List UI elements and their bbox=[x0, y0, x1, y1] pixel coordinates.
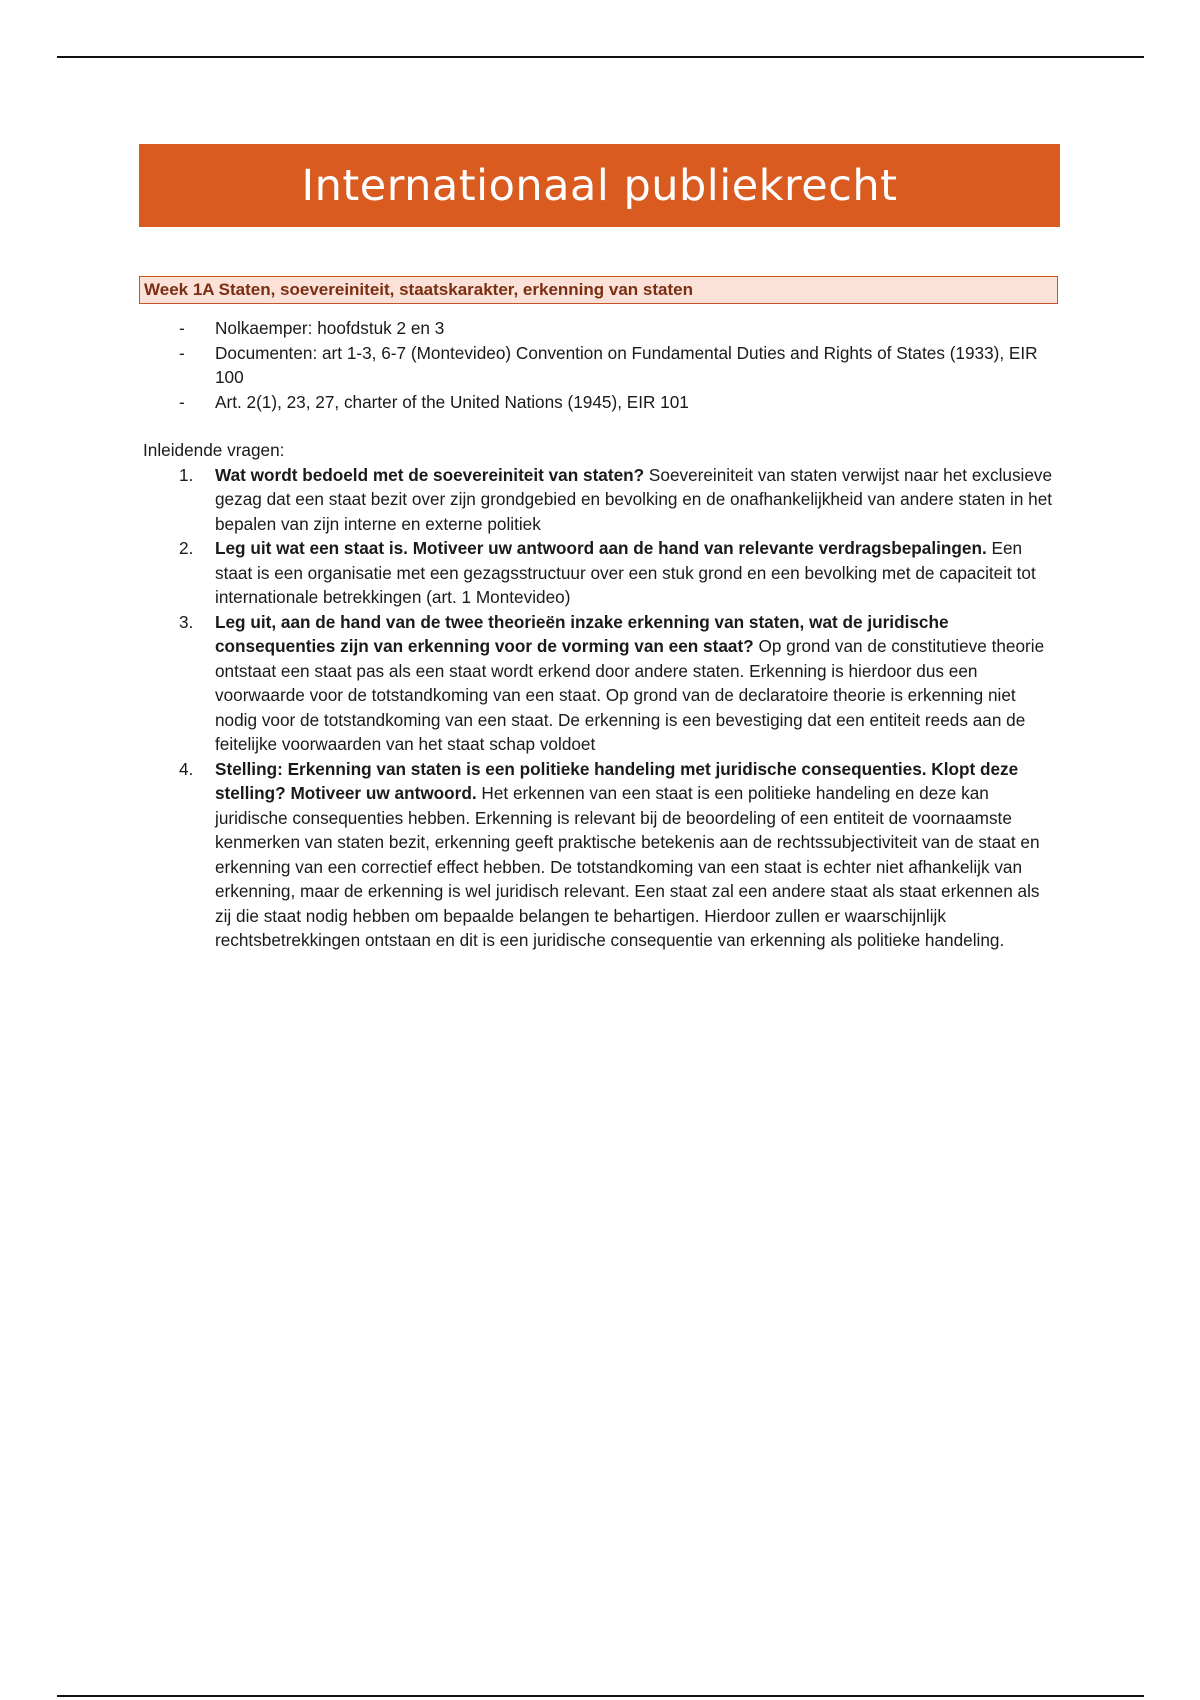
question-item bbox=[139, 463, 1059, 537]
question-text: Leg uit, aan de hand van de twee theorieën inzake erkenning van staten, wat de juridische consequenties zijn van erkenning voor de vorming van een staat? bbox=[215, 611, 949, 656]
reference-item: - Nolkaemper: hoofdstuk 2 en 3 bbox=[139, 316, 1059, 341]
section-heading: Week 1A Staten, soevereiniteit, staatskarakter, erkenning van staten bbox=[139, 276, 1058, 304]
answer-text: Op grond van de constitutieve theorie ontstaat een staat pas als een staat wordt erkend door andere staten. Erkenning is hierdoor dus een voorwaarde voor de totstandkoming van een staat. Op grond van de declaratoire theorie is erkenning niet nodig voor de totstandkoming van een staat. De erkenning is een bevestiging dat een entiteit reeds aan de feitelijke voorwaarden van het staat schap voldoet bbox=[215, 636, 1045, 754]
answer-text: Het erkennen van een staat is een politieke handeling en deze kan juridische consequenties hebben. Erkenning is relevant bij de beoordeling of een entiteit de voornaamste kenmerken van staten bezit, erkenning geeft praktische betekenis aan de rechtssubjectiviteit van de staat en erkenning van een correctief effect hebben. De totstandkoming van een staat is echter niet afhankelijk van erkenning, maar de erkenning is wel juridisch relevant. Een staat zal een andere staat als staat erkennen als zij die staat nodig hebben om bepaalde belangen te behartigen. Hierdoor zullen er waarschijnlijk rechtsbetrekkingen ontstaan en dit is een juridische consequentie van erkenning als politieke handeling. bbox=[215, 783, 1040, 950]
question-text: Wat wordt bedoeld met de soevereiniteit van staten? bbox=[215, 464, 645, 485]
question-list bbox=[139, 463, 1059, 953]
answer-text: Een staat is een organisatie met een gezagsstructuur over een stuk grond en een bevolking met de capaciteit tot internationale betrekkingen (art. 1 Montevideo) bbox=[215, 538, 1036, 607]
bottom-rule bbox=[57, 1695, 1144, 1697]
question-item bbox=[139, 757, 1059, 953]
question-item bbox=[139, 536, 1059, 610]
bullet-dash: - bbox=[179, 342, 185, 363]
intro-label: Inleidende vragen: bbox=[143, 440, 285, 460]
question-number: 4. bbox=[179, 758, 194, 779]
question-number: 2. bbox=[179, 538, 194, 558]
question-item bbox=[139, 610, 1059, 757]
top-rule bbox=[57, 56, 1144, 58]
bullet-dash: - bbox=[179, 391, 185, 412]
reference-item: - Art. 2(1), 23, 27, charter of the United Nations (1945), EIR 101 bbox=[139, 390, 1059, 415]
title-banner bbox=[139, 144, 1060, 227]
question-text: Leg uit wat een staat is. Motiveer uw antwoord aan de hand van relevante verdragsbepalingen. bbox=[215, 538, 987, 558]
reference-item: - Documenten: art 1-3, 6-7 (Montevideo) Convention on Fundamental Duties and Rights of States (1933), EIR 100 bbox=[179, 342, 1038, 387]
reference-list bbox=[139, 316, 1059, 414]
question-number: 3. bbox=[179, 611, 194, 632]
document-body bbox=[139, 316, 1059, 953]
answer-text: Soevereiniteit van staten verwijst naar het exclusieve gezag dat een staat bezit over zijn grondgebied en bevolking en de onafhankelijkheid van andere staten in het bepalen van zijn interne en externe politiek bbox=[215, 464, 1053, 534]
bullet-dash: - bbox=[179, 318, 185, 338]
question-number: 1. bbox=[179, 464, 194, 485]
question-text: Stelling: Erkenning van staten is een politieke handeling met juridische consequenties. Klopt deze stelling? Motiveer uw antwoord. bbox=[215, 758, 1019, 803]
document-title: Internationaal publiekrecht bbox=[301, 160, 898, 211]
